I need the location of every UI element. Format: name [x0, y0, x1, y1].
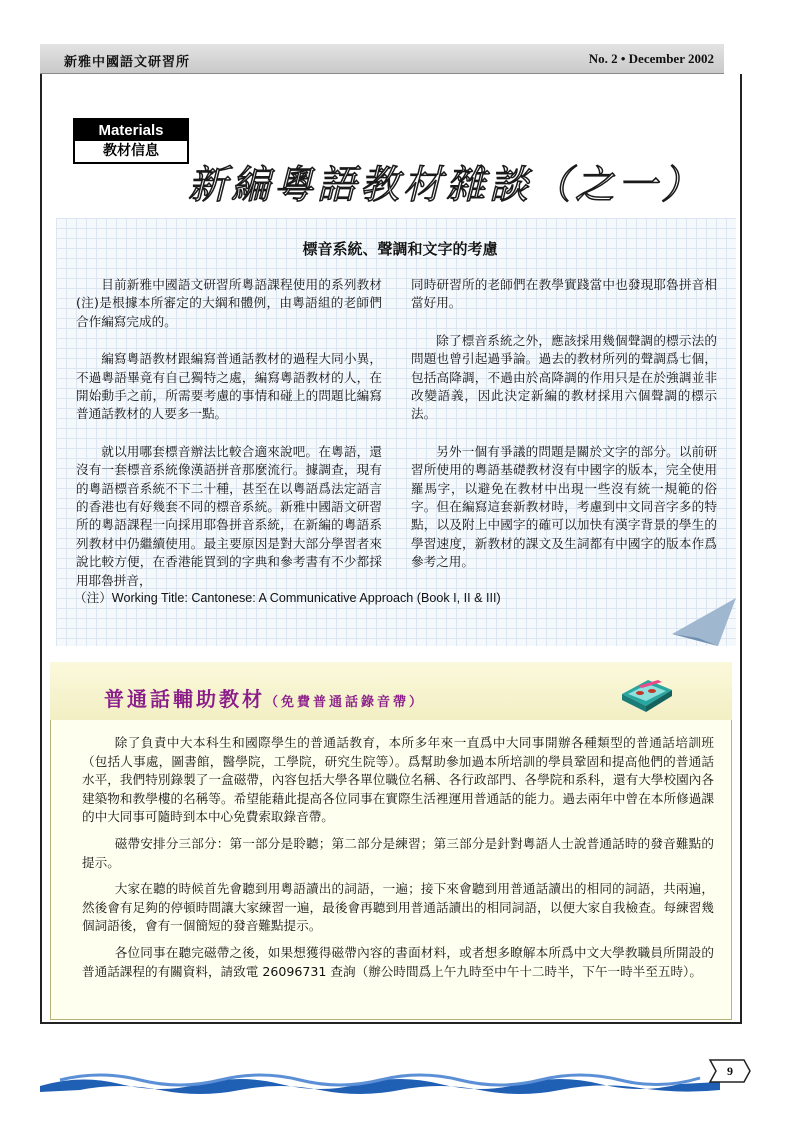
mandarin-body: [82, 734, 714, 989]
paragraph: 除了標音系統之外，應該採用幾個聲調的標示法的問題也曾引起過爭論。過去的教材所列的聲調爲七個，包括高降調，不過由於高降調的作用只是在於強調並非改變語義，因此決定新編的教材採用六個聲調的標示法。: [411, 332, 717, 422]
paragraph: 目前新雅中國語文研習所粵語課程使用的系列教材(注)是根據本所審定的大綱和體例，由粵語組的老師們合作編寫完成的。: [76, 277, 382, 329]
page-number: 9: [727, 1064, 733, 1078]
page-header: [40, 44, 724, 74]
mandarin-heading: [104, 683, 425, 712]
page-corner-fold: [668, 598, 736, 646]
paragraph: 就以用哪套標音辦法比較合適來說吧。在粵語，還沒有一套標音系統像漢語拼音那麼流行。據調查，現有的粵語標音系統不下二十種，甚至在以粵語爲法定語言的香港也有好幾套不同的標音系統。新雅中國語文研習所的粵語課程一向採用耶魯拼音系統，在新編的粵語系列教材中仍繼續使用。最主要原因是對大部分學習者來說比較方便，在香港能買到的字典和參考書有不少都採用耶魯拼音，: [76, 443, 382, 588]
article-left-column: [76, 276, 382, 609]
section-tag: [73, 118, 189, 164]
article-subtitle: 標音系統、聲調和文字的考慮: [302, 240, 498, 258]
mandarin-heading-main: 普通話輔助教材: [104, 687, 265, 711]
article-title: 新編粵語教材雜談（之一）: [188, 163, 705, 208]
paragraph: 編寫粵語教材跟編寫普通話教材的過程大同小異，不過粵語畢竟有自己獨特之處，編寫粵語教材的人，在開始動手之前，所需要考慮的事情和碰上的問題比編寫普通話教材的人要多一點。: [76, 351, 382, 422]
footnote: （注）Working Title: Cantonese: A Communicative Approach (Book I, II & III): [74, 591, 501, 605]
wave-decoration: [40, 1068, 720, 1098]
paragraph: 大家在聽的時候首先會聽到用粵語讀出的詞語，一遍；接下來會聽到用普通話讀出的相同的詞語，共兩遍，然後會有足夠的停頓時間讓大家練習一遍，最後會再聽到用普通話讀出的相同詞語，以便大家自我檢查。每練習幾個詞語後，會有一個簡短的發音難點提示。: [82, 881, 714, 934]
section-tag-en: Materials: [75, 120, 187, 141]
paragraph: 另外一個有爭議的問題是關於文字的部分。以前研習所使用的粵語基礎教材沒有中國字的版本，完全使用羅馬字，以避免在教材中出現一些沒有統一規範的俗字。但在編寫這套新教材時，考慮到中文同音字多的特點，以及附上中國字的確可以加快有漢字背景的學生的學習速度，新教材的課文及生詞都有中國字的版本作爲參考之用。: [411, 443, 717, 570]
mandarin-heading-sub: （免費普通話錄音帶）: [265, 695, 426, 710]
article-right-column: [411, 276, 717, 591]
paragraph: 磁帶安排分三部分：第一部分是聆聽；第二部分是練習；第三部分是針對粵語人士說普通話時的發音難點的提示。: [82, 835, 714, 870]
paragraph: 各位同事在聽完磁帶之後，如果想獲得磁帶內容的書面材料，或者想多瞭解本所爲中文大學教職員所開設的普通話課程的有關資料，請致電 26096731 查詢（辦公時間爲上午九時至中午十二時半，下午一時半至五時）。: [82, 944, 714, 979]
issue-info: No. 2 • December 2002: [588, 51, 714, 66]
publication-name: 新雅中國語文研習所: [64, 55, 191, 70]
section-tag-zh: 教材信息: [75, 141, 187, 162]
paragraph: 除了負責中大本科生和國際學生的普通話教育，本所多年來一直爲中大同事開辦各種類型的普通話培訓班（包括人事處，圖書館，醫學院，工學院，研究生院等）。爲幫助參加過本所培訓的學員鞏固和提高他們的普通話水平，我們特別錄製了一盒磁帶，內容包括大學各單位職位名稱、各行政部門、各學院和系科，還有大學校園內各建築物和教學樓的名稱等。希望能藉此提高各位同事在實際生活裡運用普通話的能力。過去兩年中曾在本所修過課的中大同事可隨時到本中心免費索取錄音帶。: [82, 735, 714, 825]
cassette-tape-icon: [618, 672, 674, 716]
paragraph: 同時研習所的老師們在教學實踐當中也發現耶魯拼音相當好用。: [411, 277, 717, 311]
